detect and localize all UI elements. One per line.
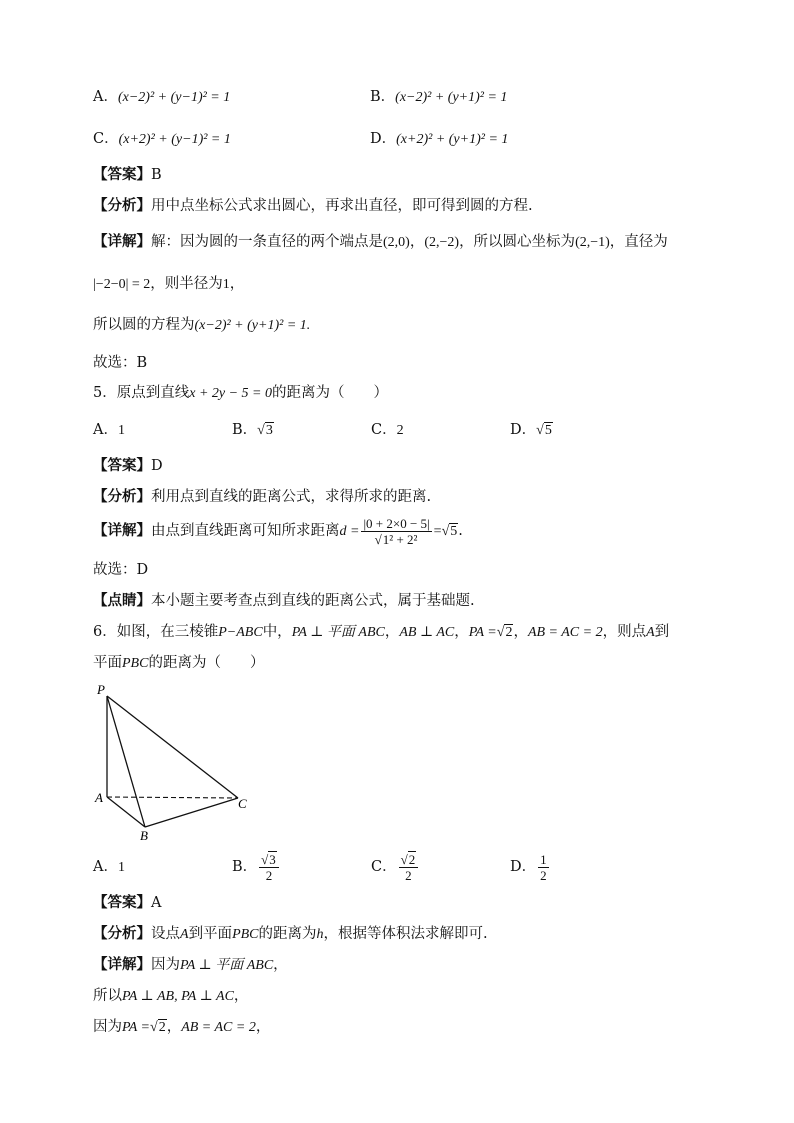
detail-text: ，所以圆心坐标为 bbox=[459, 234, 576, 250]
answer-tag: 【答案】 bbox=[93, 457, 151, 474]
option-fraction: $\frac{√2}{2}$ bbox=[399, 852, 419, 883]
pyramid-figure bbox=[90, 680, 260, 845]
punct: ， bbox=[229, 276, 245, 292]
math: PA ⊥ AB, PA ⊥ AC bbox=[122, 989, 234, 1004]
stem-text: 6．如图，在三棱锥 bbox=[93, 624, 219, 640]
q5-stem bbox=[93, 383, 388, 404]
q4-answer bbox=[93, 165, 162, 185]
math: |−2−0| = 2 bbox=[93, 277, 151, 292]
punct: ， bbox=[409, 234, 425, 250]
math: AB = AC = 2 bbox=[181, 1020, 256, 1035]
math: 2 bbox=[505, 625, 513, 640]
vertex-label-a: A bbox=[95, 790, 103, 805]
option-label: B． bbox=[232, 859, 258, 875]
analysis-tag: 【分析】 bbox=[93, 197, 151, 214]
fraction-numerator: 1 bbox=[540, 851, 547, 867]
punct: ， bbox=[513, 624, 528, 640]
punct: ， bbox=[273, 957, 288, 973]
punct: ， bbox=[233, 988, 249, 1004]
analysis-text: 设点 bbox=[151, 926, 180, 942]
math: x + 2y − 5 = 0 bbox=[189, 386, 273, 401]
comment-tag: 【点睛】 bbox=[93, 592, 151, 609]
option-label: A． bbox=[93, 89, 118, 105]
q4-option-d bbox=[370, 129, 508, 150]
fraction-denominator: 2 bbox=[265, 867, 273, 883]
math: (2,−2) bbox=[424, 235, 460, 250]
fraction-denominator: 2 bbox=[405, 867, 412, 883]
q6-detail-line-2 bbox=[93, 986, 248, 1007]
analysis-text: ，根据等体积法求解即可. bbox=[323, 926, 488, 942]
option-label: B． bbox=[232, 422, 258, 438]
choose-text: 故选：D bbox=[93, 562, 149, 578]
detail-text: ，则半径为 bbox=[150, 276, 223, 292]
answer-tag: 【答案】 bbox=[93, 894, 151, 911]
option-label: C． bbox=[93, 131, 119, 147]
option-expression: (x−2)² + (y+1)² = 1 bbox=[395, 90, 508, 105]
edge-pc bbox=[107, 696, 238, 798]
q5-analysis bbox=[93, 487, 431, 507]
option-value: 1 bbox=[117, 423, 125, 438]
vertex-label-b: B bbox=[140, 828, 148, 843]
math: PBC bbox=[122, 656, 149, 671]
stem-text: 中， bbox=[262, 624, 292, 640]
detail-text: 因为 bbox=[93, 1019, 122, 1035]
distance-fraction: $\frac{|0 + 2\times 0 - 5|}{\text{√1² + 2²}}$ bbox=[363, 515, 430, 547]
option-fraction: $\frac{√3}{2}$ bbox=[259, 852, 279, 883]
q4-option-b bbox=[370, 87, 507, 108]
analysis-text: 的距离为 bbox=[258, 926, 317, 942]
q6-option-a bbox=[93, 857, 125, 878]
math: h bbox=[316, 927, 324, 942]
q4-analysis bbox=[93, 196, 533, 216]
vertex-label-c: C bbox=[238, 796, 247, 811]
math: 2 bbox=[158, 1020, 166, 1035]
q5-option-a bbox=[93, 420, 125, 441]
punct: ， bbox=[454, 624, 469, 640]
math: PA ⊥ 平面 ABC bbox=[291, 625, 385, 640]
analysis-tag: 【分析】 bbox=[93, 488, 151, 505]
q5-choose bbox=[93, 560, 148, 580]
q4-detail-line-1 bbox=[93, 232, 668, 253]
option-label: D． bbox=[510, 422, 537, 438]
q5-option-c bbox=[371, 420, 404, 441]
punct: ， bbox=[255, 1019, 271, 1035]
option-value: 2 bbox=[396, 423, 404, 438]
edge-ac-hidden bbox=[107, 797, 238, 798]
math: AB = AC = 2 bbox=[527, 625, 603, 640]
detail-tag: 【详解】 bbox=[93, 233, 151, 250]
detail-text: 解：因为圆的一条直径的两个端点是 bbox=[151, 234, 383, 250]
option-value: 5 bbox=[544, 423, 552, 438]
choose-text: 故选：B bbox=[93, 355, 148, 371]
q6-answer bbox=[93, 893, 161, 913]
option-value: 1 bbox=[117, 860, 125, 875]
fraction-denominator: 2 bbox=[540, 867, 547, 883]
math: = bbox=[433, 524, 442, 539]
q6-stem-line-2 bbox=[93, 653, 264, 674]
option-expression: (x−2)² + (y−1)² = 1 bbox=[117, 90, 231, 105]
fraction-numerator: |0 + 2×0 − 5| bbox=[363, 515, 430, 531]
math: 5 bbox=[450, 524, 458, 539]
q5-detail: 【详解】由点到直线距离可知所求距离d = $\frac{|0 + 2\times 0 - 5|}{\text{√1² + 2²}}$ =√5. bbox=[93, 515, 463, 547]
math: PBC bbox=[232, 927, 259, 942]
math: (2,−1) bbox=[575, 235, 610, 250]
q6-stem-line-1: 6．如图，在三棱锥P−ABC中，PA ⊥ 平面 ABC，AB ⊥ AC，PA =√2，AB = AC = 2，则点A到 bbox=[93, 624, 670, 640]
detail-text: 因为 bbox=[151, 957, 180, 973]
analysis-tag: 【分析】 bbox=[93, 925, 151, 942]
detail-tag: 【详解】 bbox=[93, 522, 151, 539]
option-label: C． bbox=[371, 422, 397, 438]
math: PA = bbox=[122, 1020, 150, 1035]
math: (2,0) bbox=[383, 235, 410, 250]
stem-text: 到 bbox=[654, 624, 670, 640]
q6-option-b bbox=[232, 847, 281, 887]
analysis-text: 利用点到直线的距离公式，求得所求的距离. bbox=[151, 489, 432, 505]
math: (x−2)² + (y+1)² = 1. bbox=[194, 318, 311, 333]
vertex-label-p: P bbox=[97, 682, 105, 697]
detail-text: 所以圆的方程为 bbox=[93, 317, 195, 333]
edge-bc bbox=[145, 798, 238, 827]
fraction-numerator: 2 bbox=[408, 851, 416, 867]
option-label: A． bbox=[93, 859, 118, 875]
option-expression: (x+2)² + (y−1)² = 1 bbox=[118, 132, 231, 147]
q5-answer bbox=[93, 456, 163, 476]
analysis-text: 到平面 bbox=[188, 926, 233, 942]
q6-detail-line-1 bbox=[93, 955, 288, 976]
q5-comment bbox=[93, 591, 475, 611]
punct: . bbox=[458, 523, 463, 539]
stem-text: ，则点 bbox=[602, 624, 647, 640]
q6-option-c bbox=[371, 847, 420, 887]
q4-option-c bbox=[93, 129, 231, 150]
answer-tag: 【答案】 bbox=[93, 166, 151, 183]
stem-text: 的距离为（ ） bbox=[148, 655, 265, 671]
math: P−ABC bbox=[218, 625, 263, 640]
option-expression: (x+2)² + (y+1)² = 1 bbox=[396, 132, 509, 147]
math: AB ⊥ AC bbox=[399, 625, 455, 640]
stem-text: 的距离为（ ） bbox=[272, 385, 389, 401]
q6-option-d bbox=[510, 847, 551, 887]
option-label: D． bbox=[510, 859, 537, 875]
q4-choose bbox=[93, 353, 147, 373]
answer-value: D bbox=[151, 458, 163, 474]
math: PA = bbox=[468, 625, 497, 640]
math: 1 bbox=[222, 277, 230, 292]
option-value: 3 bbox=[265, 423, 273, 438]
answer-value: A bbox=[151, 895, 162, 911]
detail-text: ，直径为 bbox=[609, 234, 668, 250]
detail-text: 所以 bbox=[93, 988, 122, 1004]
detail-text: 由点到直线距离可知所求距离 bbox=[151, 523, 340, 539]
punct: ， bbox=[384, 624, 400, 640]
math: PA ⊥ 平面 ABC bbox=[180, 958, 274, 973]
option-label: D． bbox=[370, 131, 397, 147]
q4-detail-line-2 bbox=[93, 274, 244, 295]
fraction-numerator: 3 bbox=[269, 851, 276, 867]
analysis-text: 用中点坐标公式求出圆心，再求出直径，即可得到圆的方程. bbox=[151, 198, 533, 214]
math: A bbox=[646, 625, 655, 640]
option-label: A． bbox=[93, 422, 118, 438]
detail-tag: 【详解】 bbox=[93, 956, 151, 973]
option-label: C． bbox=[371, 859, 397, 875]
math: d = bbox=[339, 524, 360, 539]
q6-analysis bbox=[93, 924, 488, 945]
q6-detail-line-3: 因为PA =√2，AB = AC = 2， bbox=[93, 1019, 271, 1035]
edge-ab bbox=[107, 797, 145, 827]
option-label: B． bbox=[370, 89, 396, 105]
option-fraction bbox=[538, 852, 549, 883]
edge-pb bbox=[107, 696, 145, 827]
q4-option-a bbox=[93, 87, 230, 108]
comment-text: 本小题主要考查点到直线的距离公式，属于基础题. bbox=[151, 593, 475, 609]
q4-detail-line-3 bbox=[93, 315, 310, 336]
q5-option-d: D．√5 bbox=[510, 422, 552, 438]
stem-text: 5．原点到直线 bbox=[93, 385, 190, 401]
punct: ， bbox=[166, 1019, 182, 1035]
q5-option-b: B．√3 bbox=[232, 422, 273, 438]
answer-value: B bbox=[151, 167, 162, 183]
stem-text: 平面 bbox=[93, 655, 122, 671]
fraction-denominator: 1² + 2² bbox=[382, 531, 418, 547]
math: A bbox=[180, 927, 189, 942]
